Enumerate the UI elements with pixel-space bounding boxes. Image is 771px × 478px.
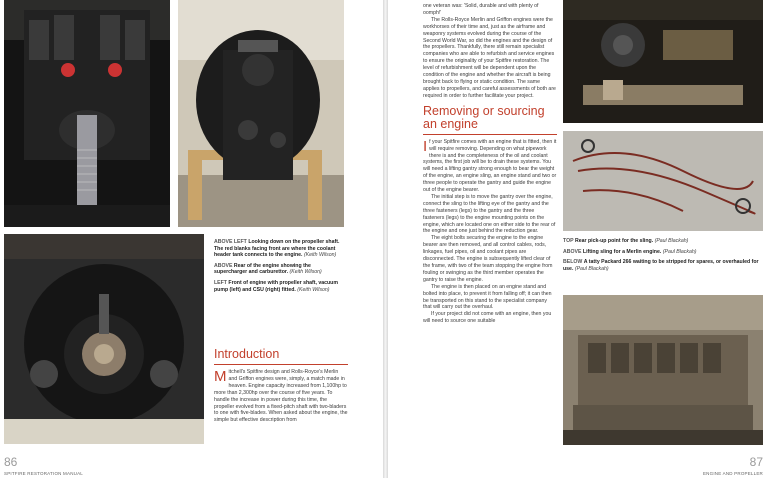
page-number-right: 87 [749, 455, 763, 469]
caption-lead: ABOVE [214, 262, 233, 269]
right-text-column [423, 3, 557, 325]
caption-text: Looking down on the propeller shaft. The red blanks facing front are where the coolant header tank connects to the engine. [214, 239, 340, 259]
caption-credit: (Paul Blackah) [654, 238, 689, 244]
engine-front-view-photo [4, 234, 204, 444]
removing-engine-heading: Removing or sourcing an engine [423, 103, 545, 131]
introduction-paragraph [214, 369, 348, 424]
caption-credit: (Paul Blackah) [662, 248, 697, 255]
heading-rule [423, 134, 557, 135]
right-page [388, 0, 771, 478]
caption-credit: (Keith Wilson) [289, 269, 322, 276]
caption-below [563, 259, 763, 272]
paragraph: The initial step is to move the gantry over the engine, connect the sling to the lifting eye of the gantry and the three fasteners (legs) to the gantry and the three fasteners (legs) to the engine mounting points on the engine, which are located one on either side to the rear of the engine and one just behind the reduction gear. [423, 193, 556, 235]
caption-credit: (Paul Blackah) [574, 265, 609, 272]
right-captions [563, 238, 763, 276]
packard-engine-photo [563, 295, 763, 445]
introduction-heading: Introduction [214, 347, 280, 361]
caption-lead: TOP [563, 238, 574, 244]
caption-above-left [214, 239, 342, 259]
running-title-right: ENGINE AND PROPELLER [702, 471, 763, 476]
left-page [0, 0, 383, 478]
caption-top [563, 238, 763, 245]
caption-lead: ABOVE LEFT [214, 239, 247, 245]
engine-rear-view-photo [178, 0, 344, 227]
caption-lead: BELOW [563, 259, 583, 266]
paragraph-text: f your Spitfire comes with an engine that is fitted, then it will require removing. Depending on what pipework there is and the completeness of the oil and coolant systems, the first job will be to drain these systems. You will need a lifting gantry strong enough to bear the weight of the engine, an engine sling, an engine stand and two or three people to operate the gantry and guide the engine out of the engine bearer. [423, 138, 557, 194]
dropcap: M [214, 368, 227, 385]
caption-text: Rear pick-up point for the sling. [575, 238, 654, 244]
caption-text: Front of engine with propeller shaft, vacuum pump (left) and CSU (right) fitted. [214, 279, 338, 293]
page-number-left: 86 [4, 455, 18, 469]
pickup-point-photo [563, 0, 763, 123]
paragraph: The eight bolts securing the engine to the engine bearer are then removed, and all control cables, rods, linkages, fuel pipes, oil and coolant pipes are disconnected. The engine is subsequently lifted clear of the frame, with two of the team stopping the engine from fouling or swinging as the third member operates the gantry to raise the engine. [423, 235, 553, 283]
caption-left [214, 280, 342, 293]
paragraph: The engine is then placed on an engine stand and bolted into place, to prevent it from falling off; it can then be transported on this stand to the specialist company that will carry out the overhaul. [423, 283, 552, 311]
paragraph: The Rolls-Royce Merlin and Griffon engines were the workhorses of their time and, just as the airframe and weaponry systems evolved during the course of the Second World War, so did the engines and the design of the propellers. Thankfully, there still remain specialist companies who are able to refurbish and service engines to ensure the originality of your Spitfire restoration. The level of refurbishment will be dependent upon the condition of the engine and whether the aircraft is being brought back to flying or static condition. The same applies to propellers, and careful assessments of both are required in order to further facilitate your project. [423, 16, 556, 99]
paragraph [423, 139, 557, 194]
running-title-left: SPITFIRE RESTORATION MANUAL [4, 471, 83, 476]
heading-rule [214, 364, 348, 365]
caption-lead: LEFT [214, 279, 227, 286]
caption-text: A tatty Packard 266 waiting to be stripped for spares, or overhauled for use. [563, 259, 759, 272]
caption-credit: (Keith Wilson) [303, 252, 337, 259]
lifting-sling-photo [563, 131, 763, 231]
introduction-section [214, 348, 348, 424]
caption-text: Rear of the engine showing the supercharger and carburettor. [214, 262, 311, 276]
continued-paragraph: one veteran was: 'Solid, durable and with plenty of oomph!' [423, 3, 539, 16]
introduction-text: itchell's Spitfire design and Rolls-Royce's Merlin and Griffon engines were, simply, a match made in heaven. Engine capacity increased from 1,100hp to more than 2,300hp over the course of five years. To handle the increase in power during this time, the propeller evolved from a fixed-pitch shaft with two-bladers to one with five-blades. When asked about the engine, the simple but effective description from [214, 369, 348, 424]
caption-credit: (Keith Wilson) [297, 286, 330, 293]
caption-lead: ABOVE [563, 248, 582, 255]
caption-above [214, 263, 342, 276]
engine-top-view-photo [4, 0, 170, 227]
left-captions [214, 239, 342, 297]
paragraph: If your project did not come with an engine, then you will need to source one suitable [423, 311, 552, 325]
dropcap: I [423, 137, 428, 155]
caption-text: Lifting sling for a Merlin engine. [582, 248, 662, 255]
caption-above [563, 249, 763, 256]
